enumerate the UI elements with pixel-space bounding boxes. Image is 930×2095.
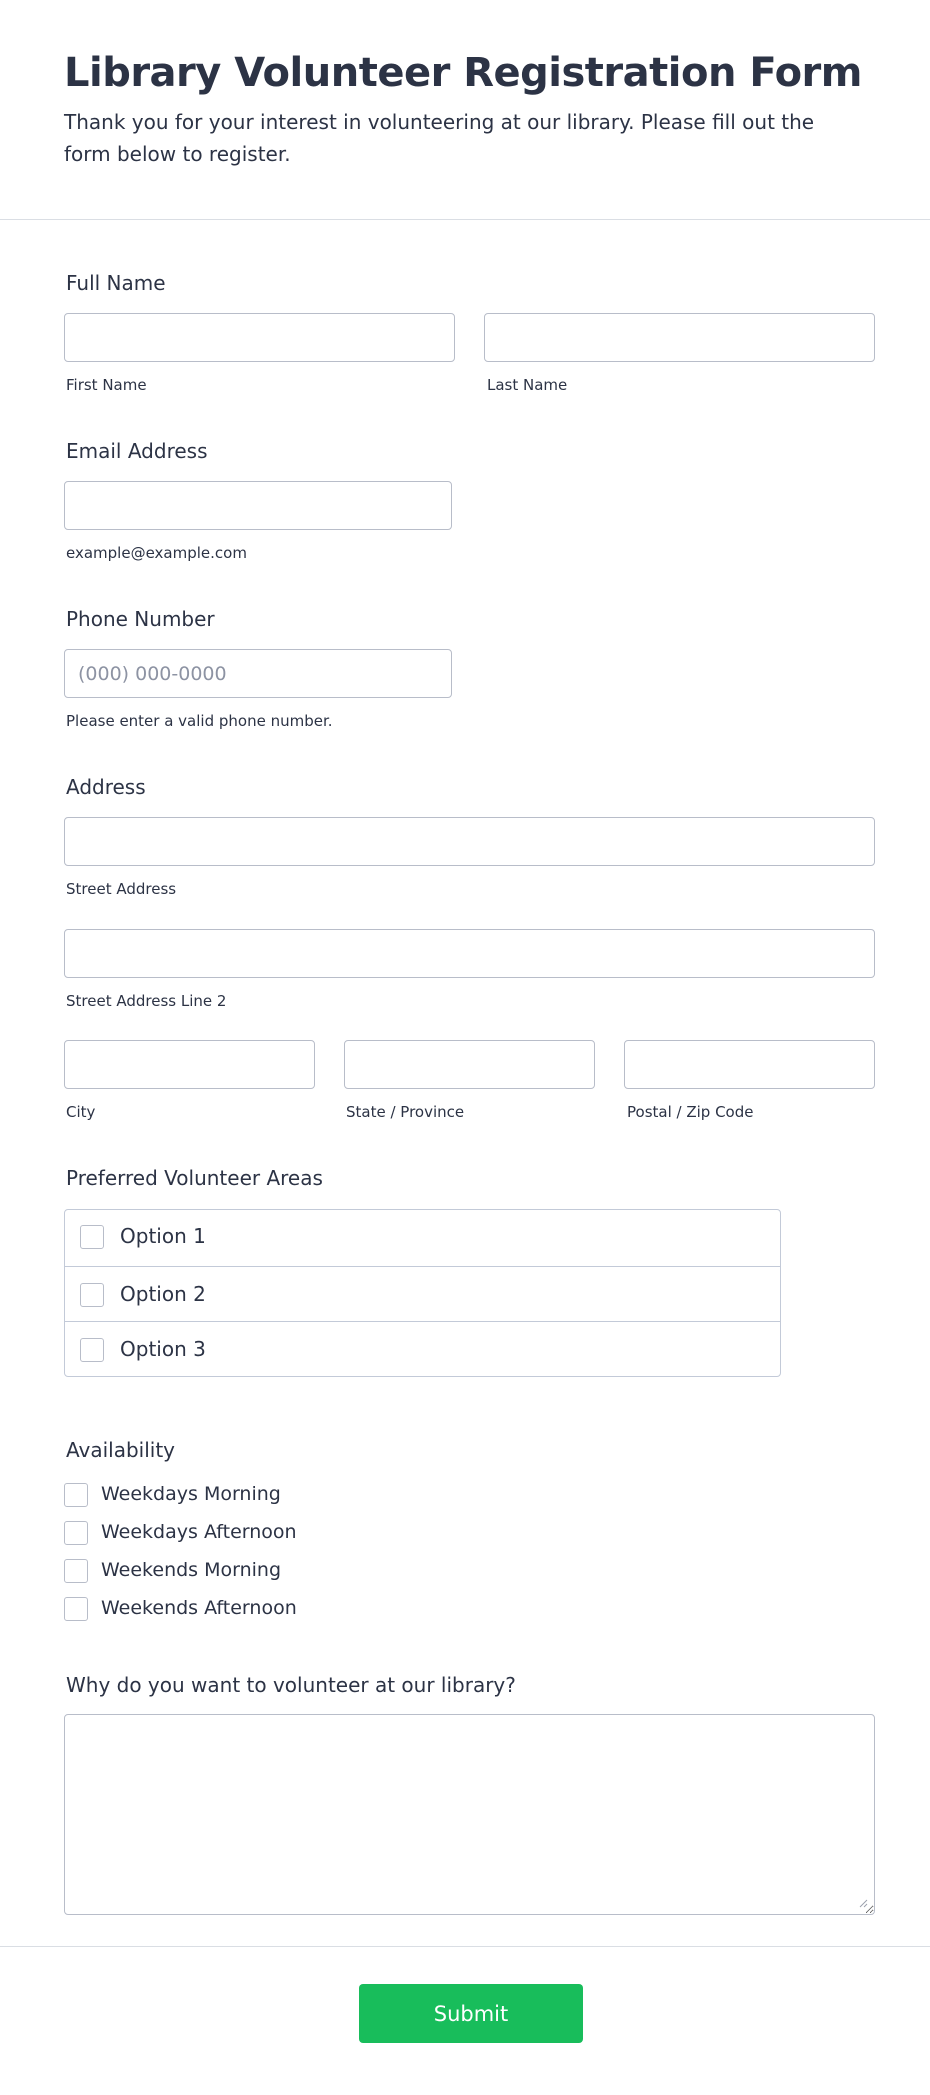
availability-option-label[interactable]: Weekends Morning <box>101 1559 282 1581</box>
volunteer-area-option-3[interactable] <box>65 1321 780 1376</box>
volunteer-areas-list <box>64 1209 781 1377</box>
checkbox[interactable] <box>80 1283 104 1307</box>
availability-option-label[interactable]: Weekdays Afternoon <box>101 1521 297 1543</box>
phone-sublabel: Please enter a valid phone number. <box>66 712 333 730</box>
street-address-input[interactable] <box>64 817 875 866</box>
first-name-input[interactable] <box>64 313 455 362</box>
street-address-line2-sublabel: Street Address Line 2 <box>66 992 227 1010</box>
street-address-line2-input[interactable] <box>64 929 875 978</box>
availability-label: Availability <box>66 1438 176 1462</box>
option-label: Option 3 <box>120 1337 206 1361</box>
city-input[interactable] <box>64 1040 315 1089</box>
last-name-sublabel: Last Name <box>487 376 568 394</box>
reason-textarea[interactable] <box>64 1714 875 1915</box>
postal-code-sublabel: Postal / Zip Code <box>627 1103 754 1121</box>
availability-checkbox-weekends-morning[interactable] <box>64 1559 88 1583</box>
street-address-sublabel: Street Address <box>66 880 177 898</box>
phone-input[interactable] <box>64 649 452 698</box>
email-sublabel: example@example.com <box>66 544 247 562</box>
reason-label: Why do you want to volunteer at our library? <box>66 1673 516 1697</box>
address-label: Address <box>66 775 146 799</box>
checkbox[interactable] <box>80 1338 104 1362</box>
first-name-sublabel: First Name <box>66 376 147 394</box>
header-divider <box>0 219 930 220</box>
phone-label: Phone Number <box>66 607 215 631</box>
availability-checkbox-weekdays-morning[interactable] <box>64 1483 88 1507</box>
availability-option-label[interactable]: Weekends Afternoon <box>101 1597 297 1619</box>
volunteer-areas-label: Preferred Volunteer Areas <box>66 1166 323 1190</box>
page-title: Library Volunteer Registration Form <box>64 50 862 96</box>
checkbox[interactable] <box>80 1225 104 1249</box>
email-input[interactable] <box>64 481 452 530</box>
last-name-input[interactable] <box>484 313 875 362</box>
state-sublabel: State / Province <box>346 1103 465 1121</box>
page-subtitle: Thank you for your interest in volunteering at our library. Please fill out the form below to register. <box>64 110 815 166</box>
availability-option-label[interactable]: Weekdays Morning <box>101 1483 281 1505</box>
availability-checkbox-weekdays-afternoon[interactable] <box>64 1521 88 1545</box>
city-sublabel: City <box>66 1103 96 1121</box>
volunteer-area-option-1[interactable] <box>65 1210 780 1265</box>
state-input[interactable] <box>344 1040 595 1089</box>
volunteer-area-option-2[interactable] <box>65 1266 780 1321</box>
option-label: Option 2 <box>120 1282 206 1306</box>
resize-handle-icon[interactable] <box>858 1898 868 1908</box>
submit-button[interactable]: Submit <box>359 1984 583 2043</box>
postal-code-input[interactable] <box>624 1040 875 1089</box>
footer-divider <box>0 1946 930 1947</box>
availability-checkbox-weekends-afternoon[interactable] <box>64 1597 88 1621</box>
email-label: Email Address <box>66 439 208 463</box>
option-label: Option 1 <box>120 1224 206 1248</box>
full-name-label: Full Name <box>66 271 166 295</box>
